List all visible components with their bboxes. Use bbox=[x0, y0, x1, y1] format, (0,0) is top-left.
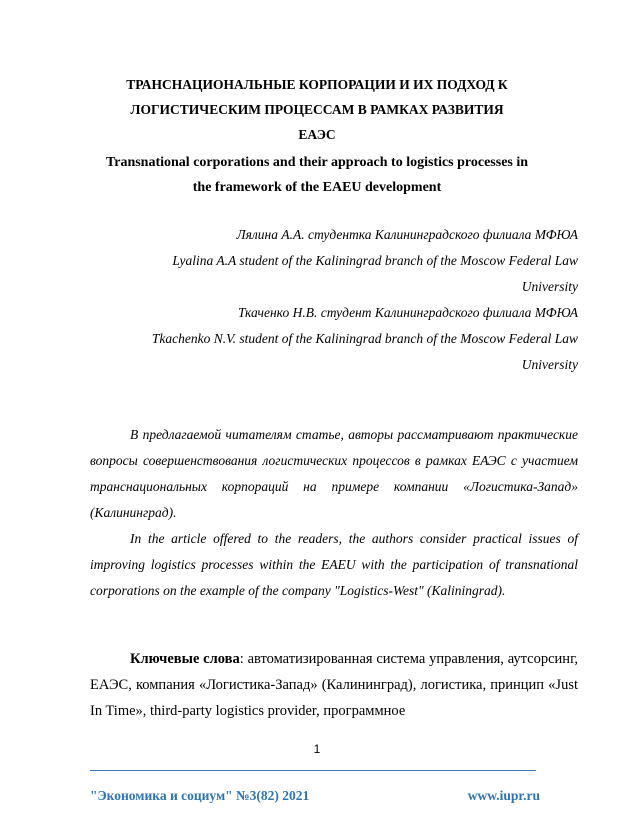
author-line: University bbox=[521, 279, 578, 294]
page-number: 1 bbox=[313, 742, 321, 756]
abstract bbox=[90, 422, 578, 604]
title-ru-line: ЕАЭС bbox=[298, 127, 336, 142]
authors-block bbox=[90, 222, 578, 378]
abstract-english: In the article offered to the readers, the authors consider practical issues of improving logistics processes within the EAEU with the participation of transnational corporations on the example of the company "Logistics-West" (Kaliningrad). bbox=[90, 531, 578, 598]
keywords-text: автоматизированная система управления, аутсорсинг, ЕАЭС, компания «Логистика-Запад» (Калининград), логистика, принцип «Just In Time», third-party logistics provider, программное bbox=[90, 651, 578, 719]
footer-journal-title: "Экономика и социум" №3(82) 2021 bbox=[90, 788, 310, 803]
author-line: Лялина А.А. студентка Калининградского филиала МФЮА bbox=[236, 227, 578, 242]
keywords-separator: : bbox=[239, 651, 244, 667]
keywords bbox=[90, 646, 578, 724]
author-line: University bbox=[521, 357, 578, 372]
footer-website-link[interactable]: www.iupr.ru bbox=[467, 788, 540, 803]
author-line: Lyalina A.A student of the Kaliningrad branch of the Moscow Federal Law bbox=[172, 253, 578, 268]
keywords-label: Ключевые слова bbox=[130, 651, 240, 667]
title-english bbox=[86, 150, 548, 200]
abstract-russian: В предлагаемой читателям статье, авторы рассматривают практические вопросы совершенствования логистических процессов в рамках ЕАЭС с участием транснациональных корпораций на примере компании «Логистика-Запад» (Калининград). bbox=[90, 427, 578, 520]
title-russian bbox=[92, 72, 542, 147]
title-ru-line: ТРАНСНАЦИОНАЛЬНЫЕ КОРПОРАЦИИ И ИХ ПОДХОД К bbox=[126, 77, 508, 92]
author-line: Tkachenko N.V. student of the Kaliningrad branch of the Moscow Federal Law bbox=[151, 331, 578, 346]
title-en-line: the framework of the EAEU development bbox=[192, 180, 442, 195]
footer-divider bbox=[90, 770, 536, 771]
title-en-line: Transnational corporations and their approach to logistics processes in bbox=[105, 155, 529, 170]
title-ru-line: ЛОГИСТИЧЕСКИМ ПРОЦЕССАМ В РАМКАХ РАЗВИТИЯ bbox=[130, 102, 504, 117]
author-line: Ткаченко Н.В. студент Калининградского филиала МФЮА bbox=[237, 305, 578, 320]
